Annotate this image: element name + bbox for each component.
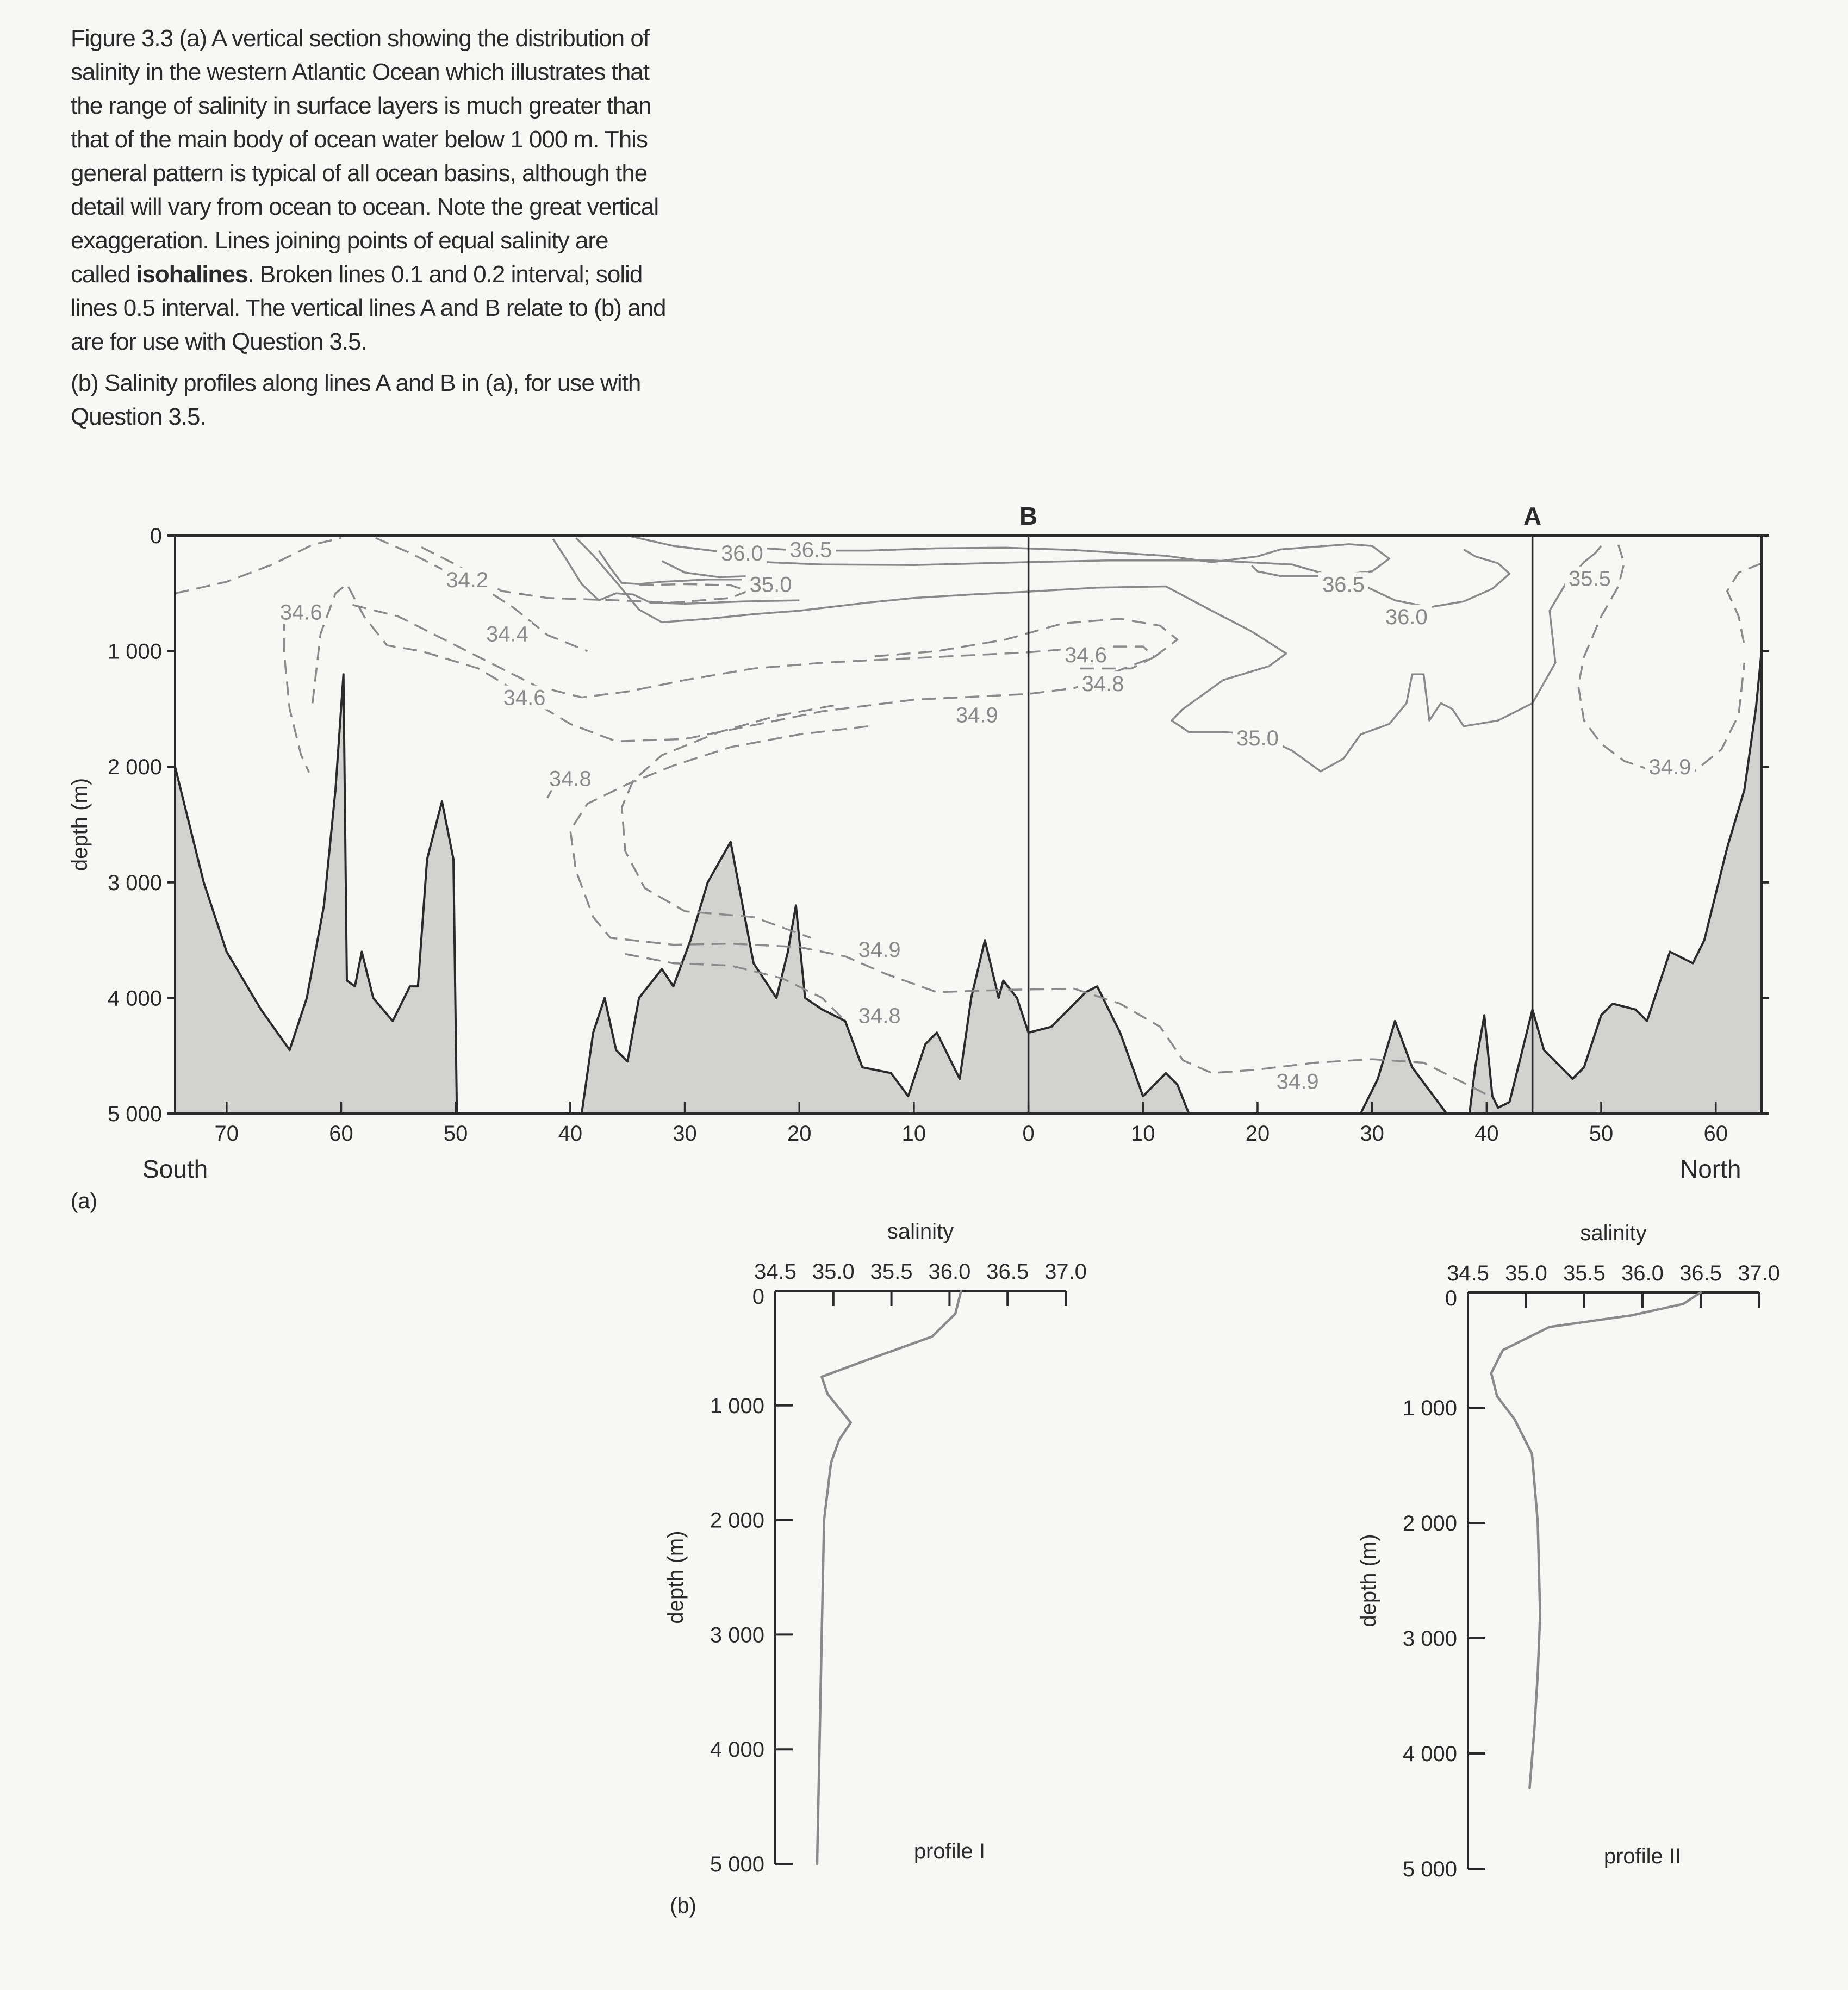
isohaline-label: 34.4 [486, 622, 528, 646]
isohaline-label: 35.0 [749, 573, 792, 597]
profile-y-tick-label: 5 000 [1402, 1857, 1457, 1881]
profile-x-tick-label: 35.0 [812, 1260, 855, 1284]
x-tick-label: 10 [1131, 1122, 1155, 1146]
isohaline-label: 35.0 [1236, 726, 1279, 751]
profile-y-tick-label: 0 [1445, 1286, 1457, 1310]
isohaline-label: 36.0 [1385, 605, 1428, 629]
panel-label-b: (b) [670, 1894, 696, 1918]
profile-x-tick-label: 37.0 [1044, 1260, 1087, 1284]
salinity-profile-curve [1491, 1292, 1701, 1788]
y-axis-title: depth (m) [68, 778, 92, 872]
profile-I-panel [664, 1220, 1087, 1876]
isohaline-label: 34.6 [279, 600, 322, 625]
y-tick-label: 1 000 [107, 639, 162, 664]
isohaline-label: 34.6 [503, 686, 546, 710]
profile-y-axis-title: depth (m) [1357, 1534, 1380, 1627]
profile-name: profile I [913, 1839, 985, 1863]
x-tick-label: 50 [1589, 1122, 1614, 1146]
isohaline-dashed [1727, 563, 1762, 645]
y-tick-label: 2 000 [107, 755, 162, 780]
profile-x-tick-label: 37.0 [1738, 1261, 1780, 1285]
x-tick-label: 30 [673, 1122, 697, 1146]
profile-II-panel [1357, 1221, 1780, 1881]
panel-a-section [68, 502, 1769, 1213]
seabed-area [1470, 651, 1762, 1114]
profile-y-tick-label: 0 [752, 1285, 764, 1309]
profile-x-tick-label: 34.5 [754, 1260, 797, 1284]
profile-y-tick-label: 4 000 [710, 1738, 764, 1762]
profile-y-tick-label: 2 000 [1402, 1512, 1457, 1535]
isohaline-label: 34.9 [955, 703, 998, 727]
profile-y-tick-label: 3 000 [1402, 1627, 1457, 1651]
x-tick-label: 10 [901, 1122, 926, 1146]
profile-y-tick-label: 3 000 [710, 1623, 764, 1647]
profile-x-axis-title: salinity [1580, 1221, 1647, 1245]
caption-term: isohalines [136, 261, 248, 288]
isohaline-label: 34.8 [858, 1004, 901, 1028]
x-tick-label: 60 [1703, 1122, 1728, 1146]
profile-y-tick-label: 2 000 [710, 1508, 764, 1533]
y-tick-label: 5 000 [107, 1102, 162, 1126]
profile-y-tick-label: 4 000 [1402, 1742, 1457, 1766]
x-tick-label: 20 [787, 1122, 812, 1146]
profile-x-tick-label: 35.5 [1563, 1261, 1606, 1285]
profile-x-axis-title: salinity [887, 1220, 954, 1243]
x-tick-label: 50 [443, 1122, 468, 1146]
y-tick-label: 3 000 [107, 870, 162, 895]
profile-y-tick-label: 1 000 [710, 1394, 764, 1418]
isohaline-dashed [313, 584, 1178, 741]
isohaline-label: 34.9 [858, 938, 901, 962]
section-line-label: B [1019, 502, 1038, 530]
isohaline-label: 34.9 [1648, 755, 1691, 780]
isohaline-label: 34.8 [1081, 672, 1124, 697]
profile-y-axis-title: depth (m) [664, 1531, 688, 1624]
profile-x-tick-label: 36.5 [1679, 1261, 1722, 1285]
x-tick-label: 40 [558, 1122, 583, 1146]
panel-label-a: (a) [71, 1189, 97, 1213]
isohaline-label: 34.6 [1065, 643, 1107, 667]
profile-x-tick-label: 35.0 [1505, 1261, 1547, 1285]
isohaline-dashed [175, 538, 341, 593]
isohaline-dashed [353, 605, 1155, 698]
salinity-profile-curve [817, 1291, 961, 1864]
isohaline-label: 36.0 [720, 541, 763, 565]
isohaline-label: 36.5 [1322, 573, 1365, 597]
y-tick-label: 0 [150, 524, 162, 548]
x-tick-label: 30 [1360, 1122, 1384, 1146]
x-tick-label: 20 [1245, 1122, 1270, 1146]
x-tick-label: 0 [1022, 1122, 1035, 1146]
profile-x-tick-label: 36.0 [928, 1260, 971, 1284]
caption-part-a-end: . Broken lines 0.1 and 0.2 interval; solid lines 0.5 interval. The vertical lines A and B relate to (b) and are for use with Question 3.5. [71, 261, 666, 355]
isohaline-label: 36.5 [789, 538, 832, 562]
profile-y-tick-label: 5 000 [710, 1852, 764, 1876]
x-tick-label: 60 [329, 1122, 353, 1146]
x-end-label-south: South [142, 1155, 208, 1183]
isohaline-label: 35.5 [1569, 567, 1611, 591]
profile-name: profile II [1603, 1844, 1682, 1868]
profile-x-tick-label: 34.5 [1447, 1261, 1489, 1285]
x-tick-label: 70 [214, 1122, 239, 1146]
profile-x-tick-label: 36.0 [1621, 1261, 1664, 1285]
isohaline-dashed [284, 617, 309, 773]
seabed-area [175, 674, 457, 1114]
profile-x-tick-label: 35.5 [870, 1260, 913, 1284]
profile-x-tick-label: 36.5 [986, 1260, 1029, 1284]
isohaline-label: 34.8 [549, 767, 592, 791]
seabed-area [582, 842, 1189, 1114]
caption-part-b: (b) Salinity profiles along lines A and B in (a), for use with Question 3.5. [71, 370, 641, 430]
x-tick-label: 40 [1474, 1122, 1499, 1146]
seabed-area [1361, 1021, 1447, 1114]
section-line-label: A [1523, 502, 1542, 530]
profile-y-tick-label: 1 000 [1402, 1396, 1457, 1420]
isohaline-dashed [376, 538, 588, 651]
caption-part-a-text: Figure 3.3 (a) A vertical section showing the distribution of salinity in the western Atlantic Ocean which illustrates that the range of salinity in surface layers is much greater than that of the main body of ocean water below 1 000 m. This general pattern is typical of all ocean basins, although the detail will vary from ocean to ocean. Note the great vertical exaggeration. Lines joining points of equal salinity are called [71, 25, 659, 288]
isohaline-label: 34.9 [1276, 1069, 1319, 1094]
x-end-label-north: North [1680, 1155, 1741, 1183]
isohaline-label: 34.2 [446, 568, 489, 592]
y-tick-label: 4 000 [107, 986, 162, 1011]
